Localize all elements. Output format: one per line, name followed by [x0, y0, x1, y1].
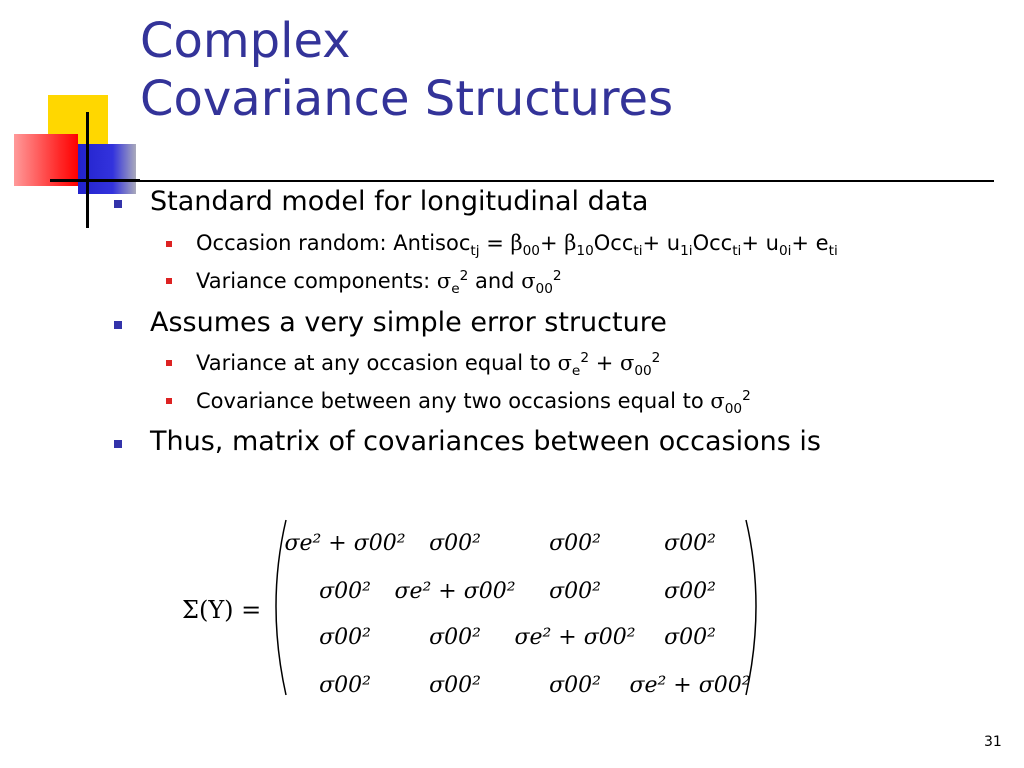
matrix-cell: σe² + σ00²	[514, 625, 636, 650]
sub-bullet-square-icon	[166, 360, 172, 366]
page-number: 31	[984, 734, 1002, 750]
logo-vertical-line	[86, 112, 89, 228]
sub-bullet-text: Variance at any occasion equal to $\sigma_e^2 + \sigma_{00}^2$	[196, 350, 661, 380]
matrix-cell: σe² + σ00²	[629, 673, 751, 698]
sub-bullet-text: Variance components: $\sigma_e^2$ and $\sigma_{00}^2$	[196, 268, 562, 298]
matrix-cell: σ00²	[549, 579, 601, 604]
matrix-cell: σ00²	[664, 531, 716, 556]
matrix-cell: σ00²	[549, 673, 601, 698]
title-divider	[50, 180, 994, 182]
slide-title-line1: Complex	[140, 13, 351, 69]
matrix-cell: σ00²	[429, 625, 481, 650]
matrix-cell: σe² + σ00²	[394, 579, 516, 604]
matrix-cell: σ00²	[319, 579, 371, 604]
matrix-cell: σ00²	[319, 625, 371, 650]
matrix-cell: σ00²	[429, 673, 481, 698]
matrix-right-bracket	[746, 520, 756, 695]
bullet-square-icon	[114, 200, 122, 208]
slide-title	[140, 12, 673, 128]
matrix-cell: σ00²	[549, 531, 601, 556]
bullet-square-icon	[114, 440, 122, 448]
bullet-text: Thus, matrix of covariances between occasions is	[150, 426, 821, 457]
sub-bullet-text: Covariance between any two occasions equal to $\sigma_{00}^2$	[196, 388, 751, 418]
slide-title-line2: Covariance Structures	[140, 71, 674, 127]
sub-bullet-square-icon	[166, 398, 172, 404]
matrix-lhs: Σ(Y) =	[182, 596, 262, 624]
matrix-cell: σ00²	[319, 673, 371, 698]
sub-bullet-square-icon	[166, 278, 172, 284]
matrix-cell: σ00²	[429, 531, 481, 556]
bullet-text: Assumes a very simple error structure	[150, 307, 667, 338]
matrix-cell: σ00²	[664, 579, 716, 604]
sub-bullet-text: Occasion random: Antisoc$_{tj}$ = $\beta_{00}+ \beta_{10}Occ_{ti}+ u_{1i}Occ_{ti}+ u_{0i}+ e_{ti}$	[196, 231, 838, 260]
sub-bullet-square-icon	[166, 241, 172, 247]
matrix-cell: σe² + σ00²	[284, 531, 406, 556]
matrix-cell: σ00²	[664, 625, 716, 650]
bullet-text: Standard model for longitudinal data	[150, 186, 649, 217]
bullet-square-icon	[114, 321, 122, 329]
covariance-matrix	[170, 510, 770, 700]
